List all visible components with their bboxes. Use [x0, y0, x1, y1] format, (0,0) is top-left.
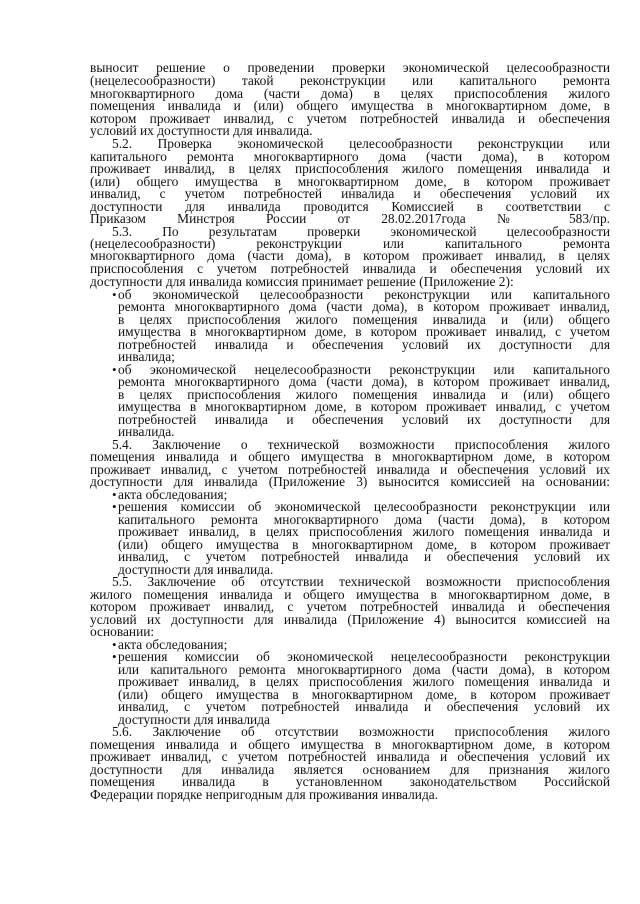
text-line: котором проживает инвалид, с учетом потребностей инвалида и обеспечения: [90, 599, 610, 614]
text-line: проживает инвалид, с учетом потребностей инвалида и обеспечения условий их: [90, 462, 610, 477]
text-line: 5.5. Заключение об отсутствии технической возможности приспособления: [112, 574, 610, 589]
text-line: капитального ремонта многоквартирного дома (части дома), в котором: [118, 512, 610, 527]
text-line: 5.4. Заключение о технической возможности приспособления жилого: [112, 437, 610, 452]
bullet-icon: •: [112, 362, 117, 377]
text-line: об экономической нецелесообразности реконструкции или капитального: [118, 362, 610, 377]
bullet-icon: •: [112, 499, 117, 514]
text-line: (или) общего имущества в многоквартирном доме, в котором проживает: [118, 537, 610, 552]
text-line: инвалида;: [118, 349, 175, 364]
text-line: проживает инвалид, с учетом потребностей инвалида и обеспечения условий их: [90, 749, 610, 764]
text-line: доступности для инвалида проводится Комиссией в соответствии с: [90, 199, 610, 214]
text-line: помещения инвалида в установленном законодательством Российской: [90, 774, 610, 789]
text-line: в целях приспособления жилого помещения инвалида и (или) общего: [118, 387, 610, 402]
text-line: потребностей инвалида и обеспечения условий их доступности для: [118, 337, 610, 352]
text-line: инвалид, с учетом потребностей инвалида и обеспечения условий их: [118, 549, 610, 564]
text-line: основании:: [90, 624, 155, 639]
text-line: решения комиссии об экономической целесообразности реконструкции или: [118, 499, 610, 514]
text-line: помещения инвалида и (или) общего имущества в многоквартирном доме, в: [90, 98, 610, 113]
text-line: помещения инвалида и общего имущества в многоквартирном доме, в котором: [90, 737, 610, 752]
text-line: доступности для инвалида (Приложение 3) выносится комиссией на основании:: [90, 474, 610, 489]
bullet-icon: •: [112, 287, 117, 302]
text-line: доступности для инвалида.: [118, 562, 274, 577]
text-line: Приказом Минстроя России от 28.02.2017года № 583/пр.: [90, 211, 610, 226]
text-line: проживает инвалид, в целях приспособления жилого помещения инвалида и: [118, 524, 610, 539]
text-line: ремонта многоквартирного дома (части дома), в котором проживает инвалид,: [118, 299, 610, 314]
text-line: (нецелесообразности) реконструкции или капитального ремонта: [90, 236, 610, 251]
text-line: ремонта многоквартирного дома (части дома), в котором проживает инвалид,: [118, 374, 610, 389]
text-line: (или) общего имущества в многоквартирном доме, в котором проживает: [90, 174, 610, 189]
text-line: имущества в многоквартирном доме, в котором проживает инвалид, с учетом: [118, 399, 610, 414]
text-line: Федерации порядке непригодным для проживания инвалида.: [90, 787, 439, 802]
text-line: проживает инвалид, в целях приспособления жилого помещения инвалида и: [118, 674, 610, 689]
text-line: (или) общего имущества в многоквартирном доме, в котором проживает: [118, 687, 610, 702]
text-line: многоквартирного дома (части дома) в целях приспособления жилого: [90, 86, 610, 101]
text-line: 5.2. Проверка экономической целесообразности реконструкции или: [112, 136, 610, 151]
text-line: решения комиссии об экономической нецелесообразности реконструкции: [118, 649, 610, 664]
text-line: приспособления с учетом потребностей инвалида и обеспечения условий их: [90, 261, 610, 276]
text-line: или капитального ремонта многоквартирного дома (части дома), в котором: [118, 662, 610, 677]
text-line: капитального ремонта многоквартирного дома (части дома), в котором: [90, 149, 610, 164]
text-line: инвалид, с учетом потребностей инвалида и обеспечения условий их: [118, 699, 610, 714]
text-line: потребностей инвалида и обеспечения условий их доступности для: [118, 412, 610, 427]
text-line: акта обследования;: [118, 637, 228, 652]
text-line: помещения инвалида и общего имущества в многоквартирном доме, в котором: [90, 449, 610, 464]
text-line: выносит решение о проведении проверки экономической целесообразности: [90, 60, 610, 75]
text-line: 5.6. Заключение об отсутствии возможности приспособления жилого: [112, 724, 610, 739]
text-line: проживает инвалид, в целях приспособления жилого помещения инвалида и: [90, 161, 610, 176]
text-line: об экономической целесообразности реконструкции или капитального: [118, 287, 610, 302]
text-line: (нецелесообразности) такой реконструкции или капитального ремонта: [90, 73, 610, 88]
text-line: многоквартирного дома (части дома), в котором проживает инвалид, в целях: [90, 248, 610, 263]
text-line: инвалида.: [118, 424, 175, 439]
text-line: доступности для инвалида комиссия принимает решение (Приложение 2):: [90, 274, 514, 289]
text-line: имущества в многоквартирном доме, в котором проживает инвалид, с учетом: [118, 324, 610, 339]
text-line: условий их доступности для инвалида (Приложение 4) выносится комиссией на: [90, 612, 610, 627]
bullet-icon: •: [112, 649, 117, 664]
text-line: котором проживает инвалид, с учетом потребностей инвалида и обеспечения: [90, 111, 610, 126]
text-line: условий их доступности для инвалида.: [90, 123, 313, 138]
text-line: в целях приспособления жилого помещения инвалида и (или) общего: [118, 312, 610, 327]
bullet-icon: •: [112, 637, 117, 652]
bullet-icon: •: [112, 487, 117, 502]
text-line: инвалид, с учетом потребностей инвалида и обеспечения условий их: [90, 186, 610, 201]
text-line: акта обследования;: [118, 487, 228, 502]
text-line: жилого помещения инвалида и общего имущества в многоквартирном доме, в: [90, 587, 610, 602]
text-line: 5.3. По результатам проверки экономической целесообразности: [112, 224, 610, 239]
text-line: доступности для инвалида: [118, 712, 270, 727]
text-line: доступности для инвалида является основанием для признания жилого: [90, 762, 610, 777]
